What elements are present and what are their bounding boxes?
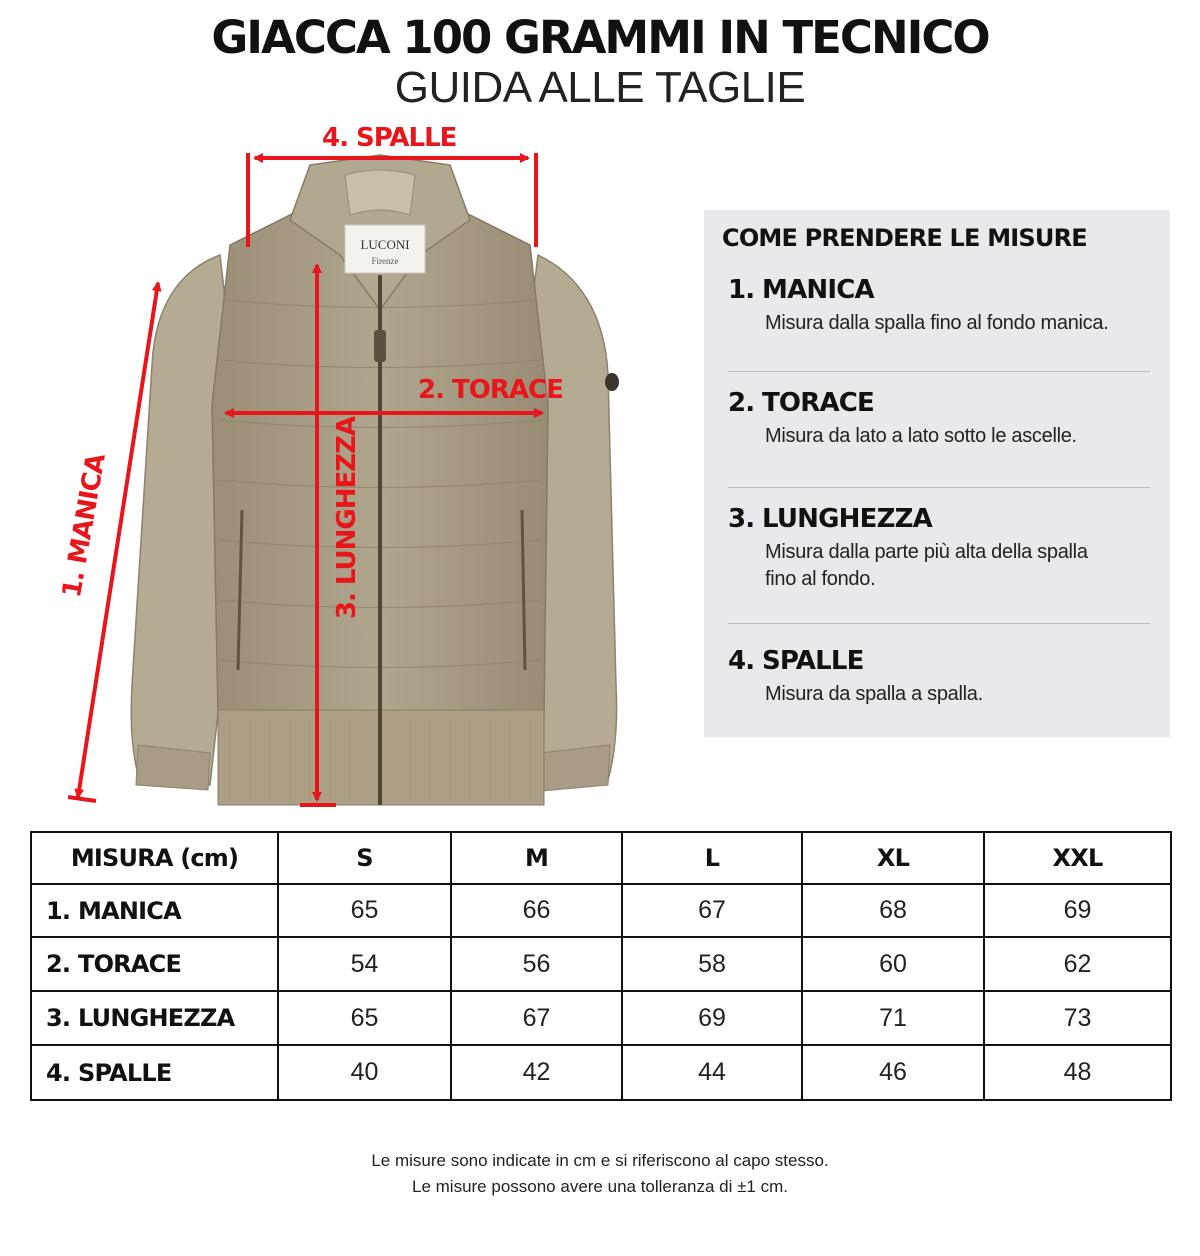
- header-cell: XXL: [984, 832, 1171, 884]
- table-cell: 46: [802, 1045, 984, 1100]
- table-cell: 73: [984, 991, 1171, 1045]
- table-row: [31, 937, 1171, 991]
- table-cell: 48: [984, 1045, 1171, 1100]
- table-cell: 56: [451, 937, 622, 991]
- svg-text:Firenze: Firenze: [371, 256, 399, 266]
- row-label: 4. SPALLE: [31, 1045, 278, 1100]
- table-cell: 68: [802, 884, 984, 937]
- table-cell: 67: [622, 884, 802, 937]
- step-spalle: 4. SPALLE Misura da spalla a spalla.: [728, 646, 983, 705]
- header-cell: S: [278, 832, 451, 884]
- divider: [728, 487, 1150, 488]
- table-cell: 40: [278, 1045, 451, 1100]
- header-cell: XL: [802, 832, 984, 884]
- page-title: GIACCA 100 GRAMMI IN TECNICO: [211, 11, 989, 64]
- table-cell: 60: [802, 937, 984, 991]
- row-label: 3. LUNGHEZZA: [31, 991, 278, 1045]
- divider: [728, 623, 1150, 624]
- jacket-figure: [56, 123, 620, 815]
- table-cell: 62: [984, 937, 1171, 991]
- table-cell: 66: [451, 884, 622, 937]
- step-torace: 2. TORACE Misura da lato a lato sotto le ascelle.: [728, 388, 1077, 447]
- label-manica: 1. MANICA: [56, 452, 112, 600]
- table-row: [31, 991, 1171, 1045]
- header-cell: M: [451, 832, 622, 884]
- header-cell: L: [622, 832, 802, 884]
- table-cell: 67: [451, 991, 622, 1045]
- table-cell: 69: [622, 991, 802, 1045]
- size-table: [30, 831, 1172, 1101]
- table-cell: 69: [984, 884, 1171, 937]
- label-lunghezza: 3. LUNGHEZZA: [332, 416, 363, 620]
- table-cell: 65: [278, 991, 451, 1045]
- table-cell: 42: [451, 1045, 622, 1100]
- table-cell: 65: [278, 884, 451, 937]
- footer-note: Le misure possono avere una tolleranza di ±1 cm.: [412, 1177, 788, 1196]
- step-manica: 1. MANICA Misura dalla spalla fino al fondo manica.: [728, 275, 1109, 334]
- table-row: [31, 884, 1171, 937]
- page-subtitle: GUIDA ALLE TAGLIE: [394, 63, 806, 112]
- table-cell: 54: [278, 937, 451, 991]
- divider: [728, 371, 1150, 372]
- table-cell: 71: [802, 991, 984, 1045]
- step-lunghezza: 3. LUNGHEZZA Misura dalla parte più alta della spalla fino al fondo.: [728, 504, 1088, 590]
- table-row: [31, 1045, 1171, 1100]
- how-to-measure-panel: [704, 210, 1170, 737]
- svg-text:LUCONI: LUCONI: [360, 237, 410, 252]
- table-header-row: [31, 832, 1171, 884]
- header-cell: MISURA (cm): [31, 832, 278, 884]
- table-cell: 58: [622, 937, 802, 991]
- label-spalle: 4. SPALLE: [322, 123, 457, 153]
- row-label: 1. MANICA: [31, 884, 278, 937]
- row-label: 2. TORACE: [31, 937, 278, 991]
- label-torace: 2. TORACE: [418, 375, 563, 405]
- footer-note: Le misure sono indicate in cm e si riferiscono al capo stesso.: [371, 1151, 829, 1170]
- how-to-measure-title: COME PRENDERE LE MISURE: [722, 224, 1087, 252]
- table-cell: 44: [622, 1045, 802, 1100]
